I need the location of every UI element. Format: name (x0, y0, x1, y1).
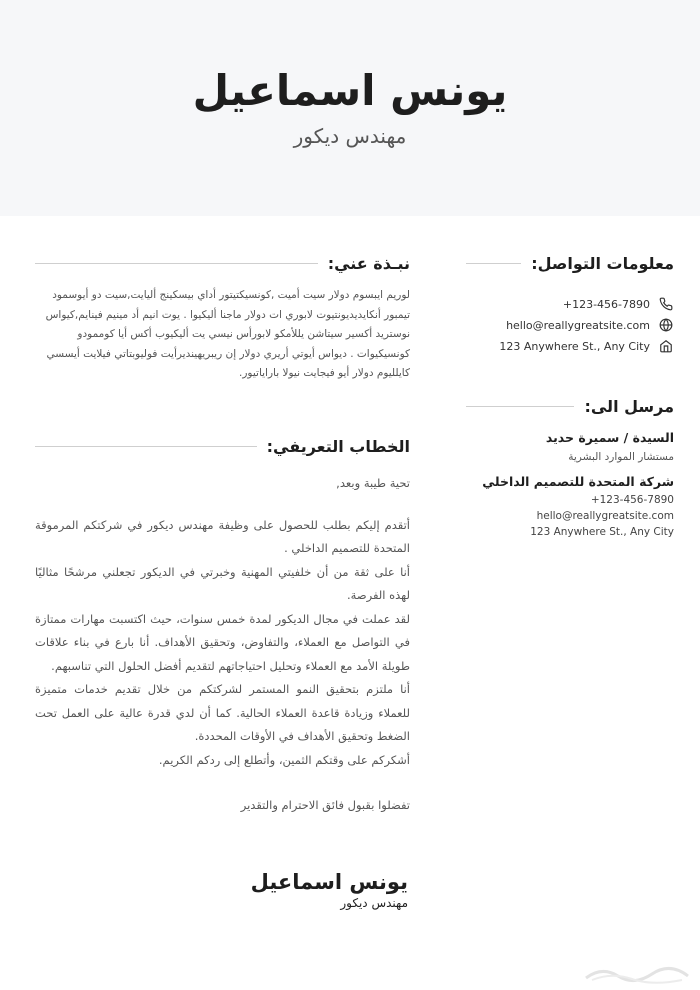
contact-email-text: hello@reallygreatsite.com (506, 318, 650, 332)
about-heading-text: نبـذة عني: (327, 254, 410, 273)
letter-paragraph: أنا على ثقة من أن خلفيتي المهنية وخبرتي في الديكور تجعلني مرشحًا مثاليًا لهذه الفرصة. (35, 564, 410, 602)
page-title: يونس اسماعيل (192, 66, 508, 115)
letter-paragraph: أشكركم على وقتكم الثمين، وأتطلع إلى ردكم الكريم. (158, 752, 410, 767)
letter-greeting: تحية طيبة وبعد, (336, 476, 410, 490)
letter-divider (35, 446, 257, 447)
letter-closing: تفضلوا بقبول فائق الاحترام والتقدير (240, 798, 410, 812)
header-banner (0, 0, 700, 216)
recipient-company: شركة المتحدة للتصميم الداخلي (482, 474, 674, 489)
contact-heading-text: معلومات التواصل: (531, 254, 674, 273)
letter-heading-text: الخطاب التعريفي: (266, 437, 410, 456)
letter-paragraph: لقد عملت في مجال الديكور لمدة خمس سنوات، حيث اكتسبت مهارات ممتازة في التواصل مع العملاء، والتفاوض، وتحقيق الأهداف. أنا بارع في بناء علاقات طويلة الأمد مع العملاء وتحليل احتياجاتهم لتقديم أفضل الحلول التي تناسبهم. (35, 611, 410, 673)
recipient-address: 123 Anywhere St., Any City (530, 526, 674, 538)
contact-address (499, 338, 674, 354)
recipient-role: مستشار الموارد البشرية (568, 451, 674, 463)
signature-title: مهندس ديكور (340, 896, 408, 910)
recipient-heading-text: مرسل الى: (584, 397, 674, 416)
signature-name: يونس اسماعيل (250, 870, 408, 894)
job-title: مهندس ديكور (293, 124, 407, 148)
recipient-heading (466, 397, 674, 416)
recipient-block (482, 430, 674, 538)
about-heading (35, 254, 410, 273)
phone-icon (658, 296, 674, 312)
about-divider (35, 263, 318, 264)
globe-icon (658, 317, 674, 333)
contact-email (506, 317, 674, 333)
letter-paragraph: أنا ملتزم بتحقيق النمو المستمر لشركتكم من خلال تقديم خدمات متميزة للعملاء وزيادة قاعدة العملاء الحالية. كما أن لدي قدرة عالية على العمل تحت الضغط وتحقيق الأهداف في الأوقات المحددة. (35, 682, 410, 743)
home-icon (658, 338, 674, 354)
letter-paragraph: أتقدم إليكم بطلب للحصول على وظيفة مهندس ديكور في شركتكم المرموقة المتحدة للتصميم الداخلي . (35, 517, 410, 555)
recipient-phone: +123-456-7890 (590, 494, 674, 506)
about-text: لوريم ايبسوم دولار سيت أميت ,كونسيكتيتور أداي بيسكينج أليايت,سيت دو أيوسمود تيمبور أنكايديديونتيوت لابوري ات دولار ماجنا أليكيوا . يوت انيم أد مينيم فينايم,كيواس نوستريد أكسير سيتاشن يللأمكو لابورأس نيسي يت أليكيوب أكس أيا كوممودو كونسيكيوات . ديواس أيوتي أريري دولار إن ريبريهينديرأيت فوليوبتاتي فيلايت أيسسي كايلليوم دولار أيو فيجايت نيولا باراياتيور. (45, 289, 410, 379)
recipient-email: hello@reallygreatsite.com (536, 510, 674, 522)
letter-body (35, 472, 410, 818)
watermark-logo (582, 962, 692, 984)
recipient-divider (466, 406, 574, 407)
contact-address-text: 123 Anywhere St., Any City (499, 339, 650, 353)
letter-heading (35, 437, 410, 456)
recipient-name: السيدة / سميرة حديد (545, 430, 674, 445)
contact-divider (466, 263, 521, 264)
contact-phone-text: +123-456-7890 (562, 297, 650, 311)
contact-phone (563, 296, 674, 312)
contact-heading (466, 254, 674, 273)
